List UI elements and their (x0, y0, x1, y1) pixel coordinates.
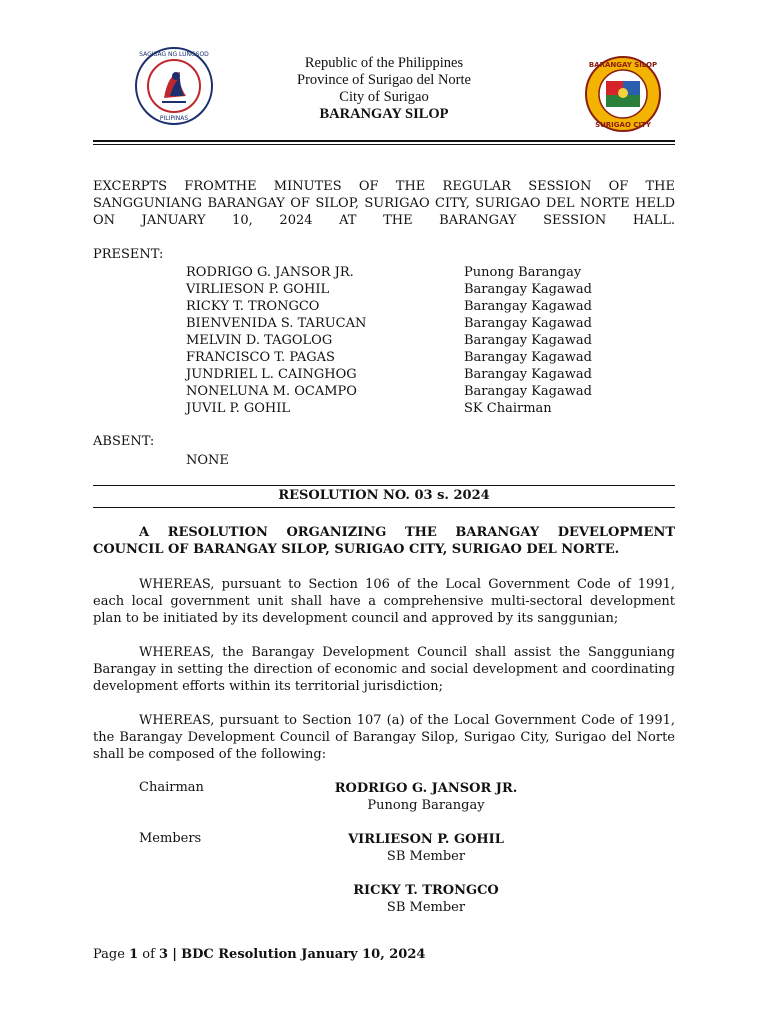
whereas-clause-3: WHEREAS, pursuant to Section 107 (a) of the Local Government Code of 1991, the Barangay Development Council of Barangay Silop, Surigao City, Surigao del Norte shall be composed of the following: (93, 713, 675, 762)
present-position: Punong Barangay (464, 265, 582, 280)
header-rule-bottom (93, 144, 675, 145)
present-position: Barangay Kagawad (464, 367, 592, 382)
resolution-title: A RESOLUTION ORGANIZING THE BARANGAY DEVELOPMENT COUNCIL OF BARANGAY SILOP, SURIGAO CITY, SURIGAO DEL NORTE. (93, 525, 675, 557)
present-position: Barangay Kagawad (464, 282, 592, 297)
absent-value: NONE (186, 453, 229, 468)
present-name: RICKY T. TRONGCO (186, 299, 320, 314)
member-title: SB Member (386, 849, 466, 864)
svg-text:SAGISAG NG LUNGSOD: SAGISAG NG LUNGSOD (139, 51, 209, 58)
present-name: MELVIN D. TAGOLOG (186, 333, 333, 348)
footer-separator: | (172, 947, 177, 962)
chairman-title: Punong Barangay (367, 798, 485, 813)
header-province: Province of Surigao del Norte (297, 72, 471, 88)
present-name: VIRLIESON P. GOHIL (186, 282, 330, 297)
members-label: Members (139, 831, 202, 846)
chairman-name: RODRIGO G. JANSOR JR. (334, 781, 518, 796)
present-name: NONELUNA M. OCAMPO (186, 384, 357, 399)
page-footer (93, 947, 425, 962)
present-name: RODRIGO G. JANSOR JR. (186, 265, 354, 280)
svg-text:PILIPINAS: PILIPINAS (159, 115, 189, 122)
present-position: Barangay Kagawad (464, 333, 592, 348)
barangay-seal-logo (584, 55, 662, 133)
present-name: BIENVENIDA S. TARUCAN (186, 316, 367, 331)
present-position: Barangay Kagawad (464, 350, 592, 365)
present-position: Barangay Kagawad (464, 384, 592, 399)
footer-page-word: Page (93, 947, 125, 962)
present-position: Barangay Kagawad (464, 316, 592, 331)
footer-page-total: 3 (159, 947, 169, 962)
header-republic: Republic of the Philippines (304, 55, 464, 71)
footer-page-number: 1 (129, 947, 139, 962)
present-name: FRANCISCO T. PAGAS (186, 350, 335, 365)
chairman-label: Chairman (139, 780, 204, 795)
present-name: JUNDRIEL L. CAINGHOG (186, 367, 357, 382)
header-city: City of Surigao (339, 89, 429, 105)
header-barangay: BARANGAY SILOP (319, 106, 449, 122)
svg-text:BARANGAY SILOP: BARANGAY SILOP (588, 61, 658, 69)
whereas-clause-1: WHEREAS, pursuant to Section 106 of the Local Government Code of 1991, each local government unit shall have a comprehensive multi-sectoral development plan to be initiated by its development council and approved by its sanggunian; (93, 577, 675, 626)
footer-of-word: of (142, 947, 155, 962)
member-name: VIRLIESON P. GOHIL (348, 832, 504, 847)
resolution-rule-bottom (93, 507, 675, 508)
whereas-clause-2: WHEREAS, the Barangay Development Council shall assist the Sangguniang Barangay in setting the direction of economic and social development and coordinating development efforts within its territorial jurisdiction; (93, 645, 675, 694)
member-name: RICKY T. TRONGCO (353, 883, 499, 898)
header-rule-top (93, 140, 675, 142)
present-label: PRESENT: (93, 247, 164, 262)
resolution-rule-top (93, 485, 675, 486)
present-positions (464, 264, 592, 417)
member-entry (326, 882, 526, 916)
svg-text:SURIGAO CITY: SURIGAO CITY (595, 121, 651, 129)
member-entry (326, 831, 526, 865)
absent-label: ABSENT: (93, 434, 155, 449)
chairman-entry (326, 780, 526, 814)
footer-doc-label: BDC Resolution January 10, 2024 (181, 947, 426, 962)
present-position: Barangay Kagawad (464, 299, 592, 314)
present-name: JUVIL P. GOHIL (186, 401, 290, 416)
present-names (186, 264, 366, 417)
excerpt-intro: EXCERPTS FROMTHE MINUTES OF THE REGULAR SESSION OF THE SANGGUNIANG BARANGAY OF SILOP, SURIGAO CITY, SURIGAO DEL NORTE HELD ON JANUARY 10, 2024 AT THE BARANGAY SESSION HALL. (93, 179, 675, 228)
member-title: SB Member (386, 900, 466, 915)
present-position: SK Chairman (464, 401, 552, 416)
resolution-number: RESOLUTION NO. 03 s. 2024 (278, 488, 490, 503)
